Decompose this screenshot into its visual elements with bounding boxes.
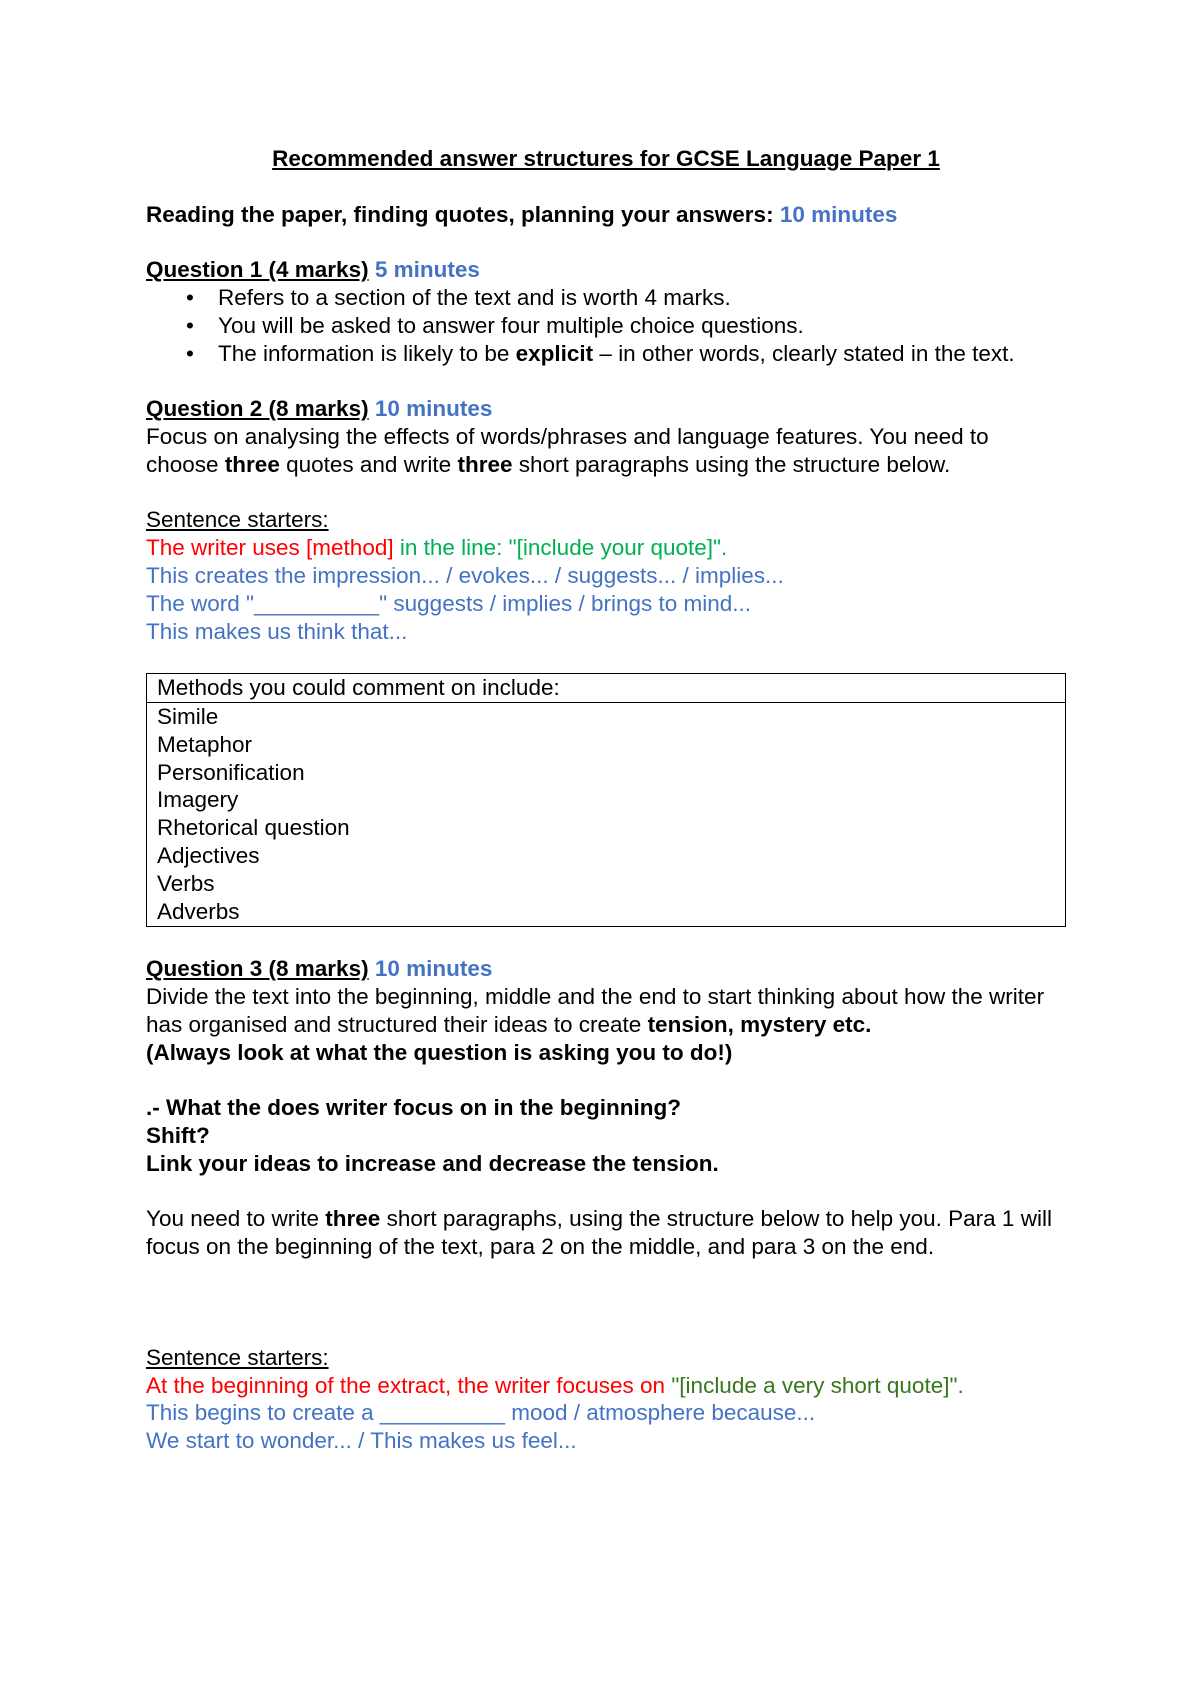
document-content [146,145,1066,1455]
q2-body-text-1: Focus on analysing the effects of words/phrases and language features. You need to choose [146,423,989,477]
q2-body [146,423,1066,479]
list-item: Personification [157,759,305,785]
q3-paragraph [146,1205,1066,1261]
q3-para-text-1: You need to write [146,1206,326,1232]
q3-para-text-2: short paragraphs, using the structure below to help you. Para 1 will focus on the beginning of the text, para 2 on the middle, and para 3 on the end. [146,1206,1052,1260]
methods-list [147,703,1065,926]
q3-body-text: Divide the text into the beginning, middle and the end to start thinking about how the writer has organised and structured their ideas to create [146,983,1045,1037]
q1-heading: Question 1 (4 marks) [146,257,369,283]
q1-bullet-list [146,284,1066,367]
q2-heading-line [146,395,1066,423]
q2-starter-4: This makes us think that... [146,618,408,644]
q3-starter-3: We start to wonder... / This makes us feel... [146,1428,577,1454]
q3-time: 10 minutes [374,956,493,982]
q3-starters-label: Sentence starters: [146,1344,329,1370]
list-item: Imagery [157,787,239,813]
q1-time: 5 minutes [374,257,480,283]
q3-heading: Question 3 (8 marks) [146,956,369,982]
q2-body-bold-1: three [224,451,280,477]
q2-body-text-2: quotes and write [279,451,458,477]
list-item: Simile [157,703,219,729]
q1-b3-bold: explicit [515,340,594,366]
q2-body-text-3: short paragraphs using the structure below. [512,451,951,477]
q1-heading-line [146,256,1066,284]
list-item: Adjectives [157,842,260,868]
q3-starter-1 [146,1372,1066,1400]
q2-heading: Question 2 (8 marks) [146,396,369,422]
q3-prompt-3: Link your ideas to increase and decrease the tension. [146,1150,719,1176]
q3-para-bold: three [325,1206,381,1232]
list-item: • You will be asked to answer four multiple choice questions. [146,312,1066,340]
q1-b3-post: – in other words, clearly stated in the text. [593,340,1015,366]
methods-table [146,673,1066,927]
list-item [146,340,1066,368]
q3-prompt-2: Shift? [146,1122,210,1148]
q2-starters-label: Sentence starters: [146,507,329,533]
q2-starter-1-green: in the line: "[include your quote]". [393,535,728,561]
q3-note: (Always look at what the question is asking you to do!) [146,1039,733,1065]
list-item: Rhetorical question [157,815,350,841]
q2-starter-1 [146,534,1066,562]
q2-body-bold-2: three [457,451,513,477]
q3-body [146,983,1066,1039]
q3-prompt-1: .- What the does writer focus on in the beginning? [146,1095,681,1121]
list-item: Verbs [157,870,215,896]
page-title: Recommended answer structures for GCSE Language Paper 1 [272,146,940,171]
list-item: • Refers to a section of the text and is worth 4 marks. [146,284,1066,312]
q3-starter-1-green: "[include a very short quote]". [671,1372,964,1398]
intro-label: Reading the paper, finding quotes, planning your answers: [146,201,774,227]
q3-starter-2: This begins to create a __________ mood / atmosphere because... [146,1400,816,1426]
intro-line [146,201,1066,229]
intro-time: 10 minutes [779,201,898,227]
q2-starter-3: The word "__________" suggests / implies / brings to mind... [146,590,752,616]
q3-heading-line [146,955,1066,983]
q2-starter-2: This creates the impression... / evokes... / suggests... / implies... [146,562,784,588]
list-item: Metaphor [157,731,253,757]
q1-b3-pre: The information is likely to be [218,340,516,366]
q3-starter-1-red: At the beginning of the extract, the writer focuses on [146,1372,672,1398]
q3-body-bold: tension, mystery etc. [647,1011,872,1037]
q2-starter-1-red: The writer uses [method] [146,535,394,561]
methods-table-header: Methods you could comment on include: [147,674,1065,703]
q2-time: 10 minutes [374,396,493,422]
list-item: Adverbs [157,898,240,924]
